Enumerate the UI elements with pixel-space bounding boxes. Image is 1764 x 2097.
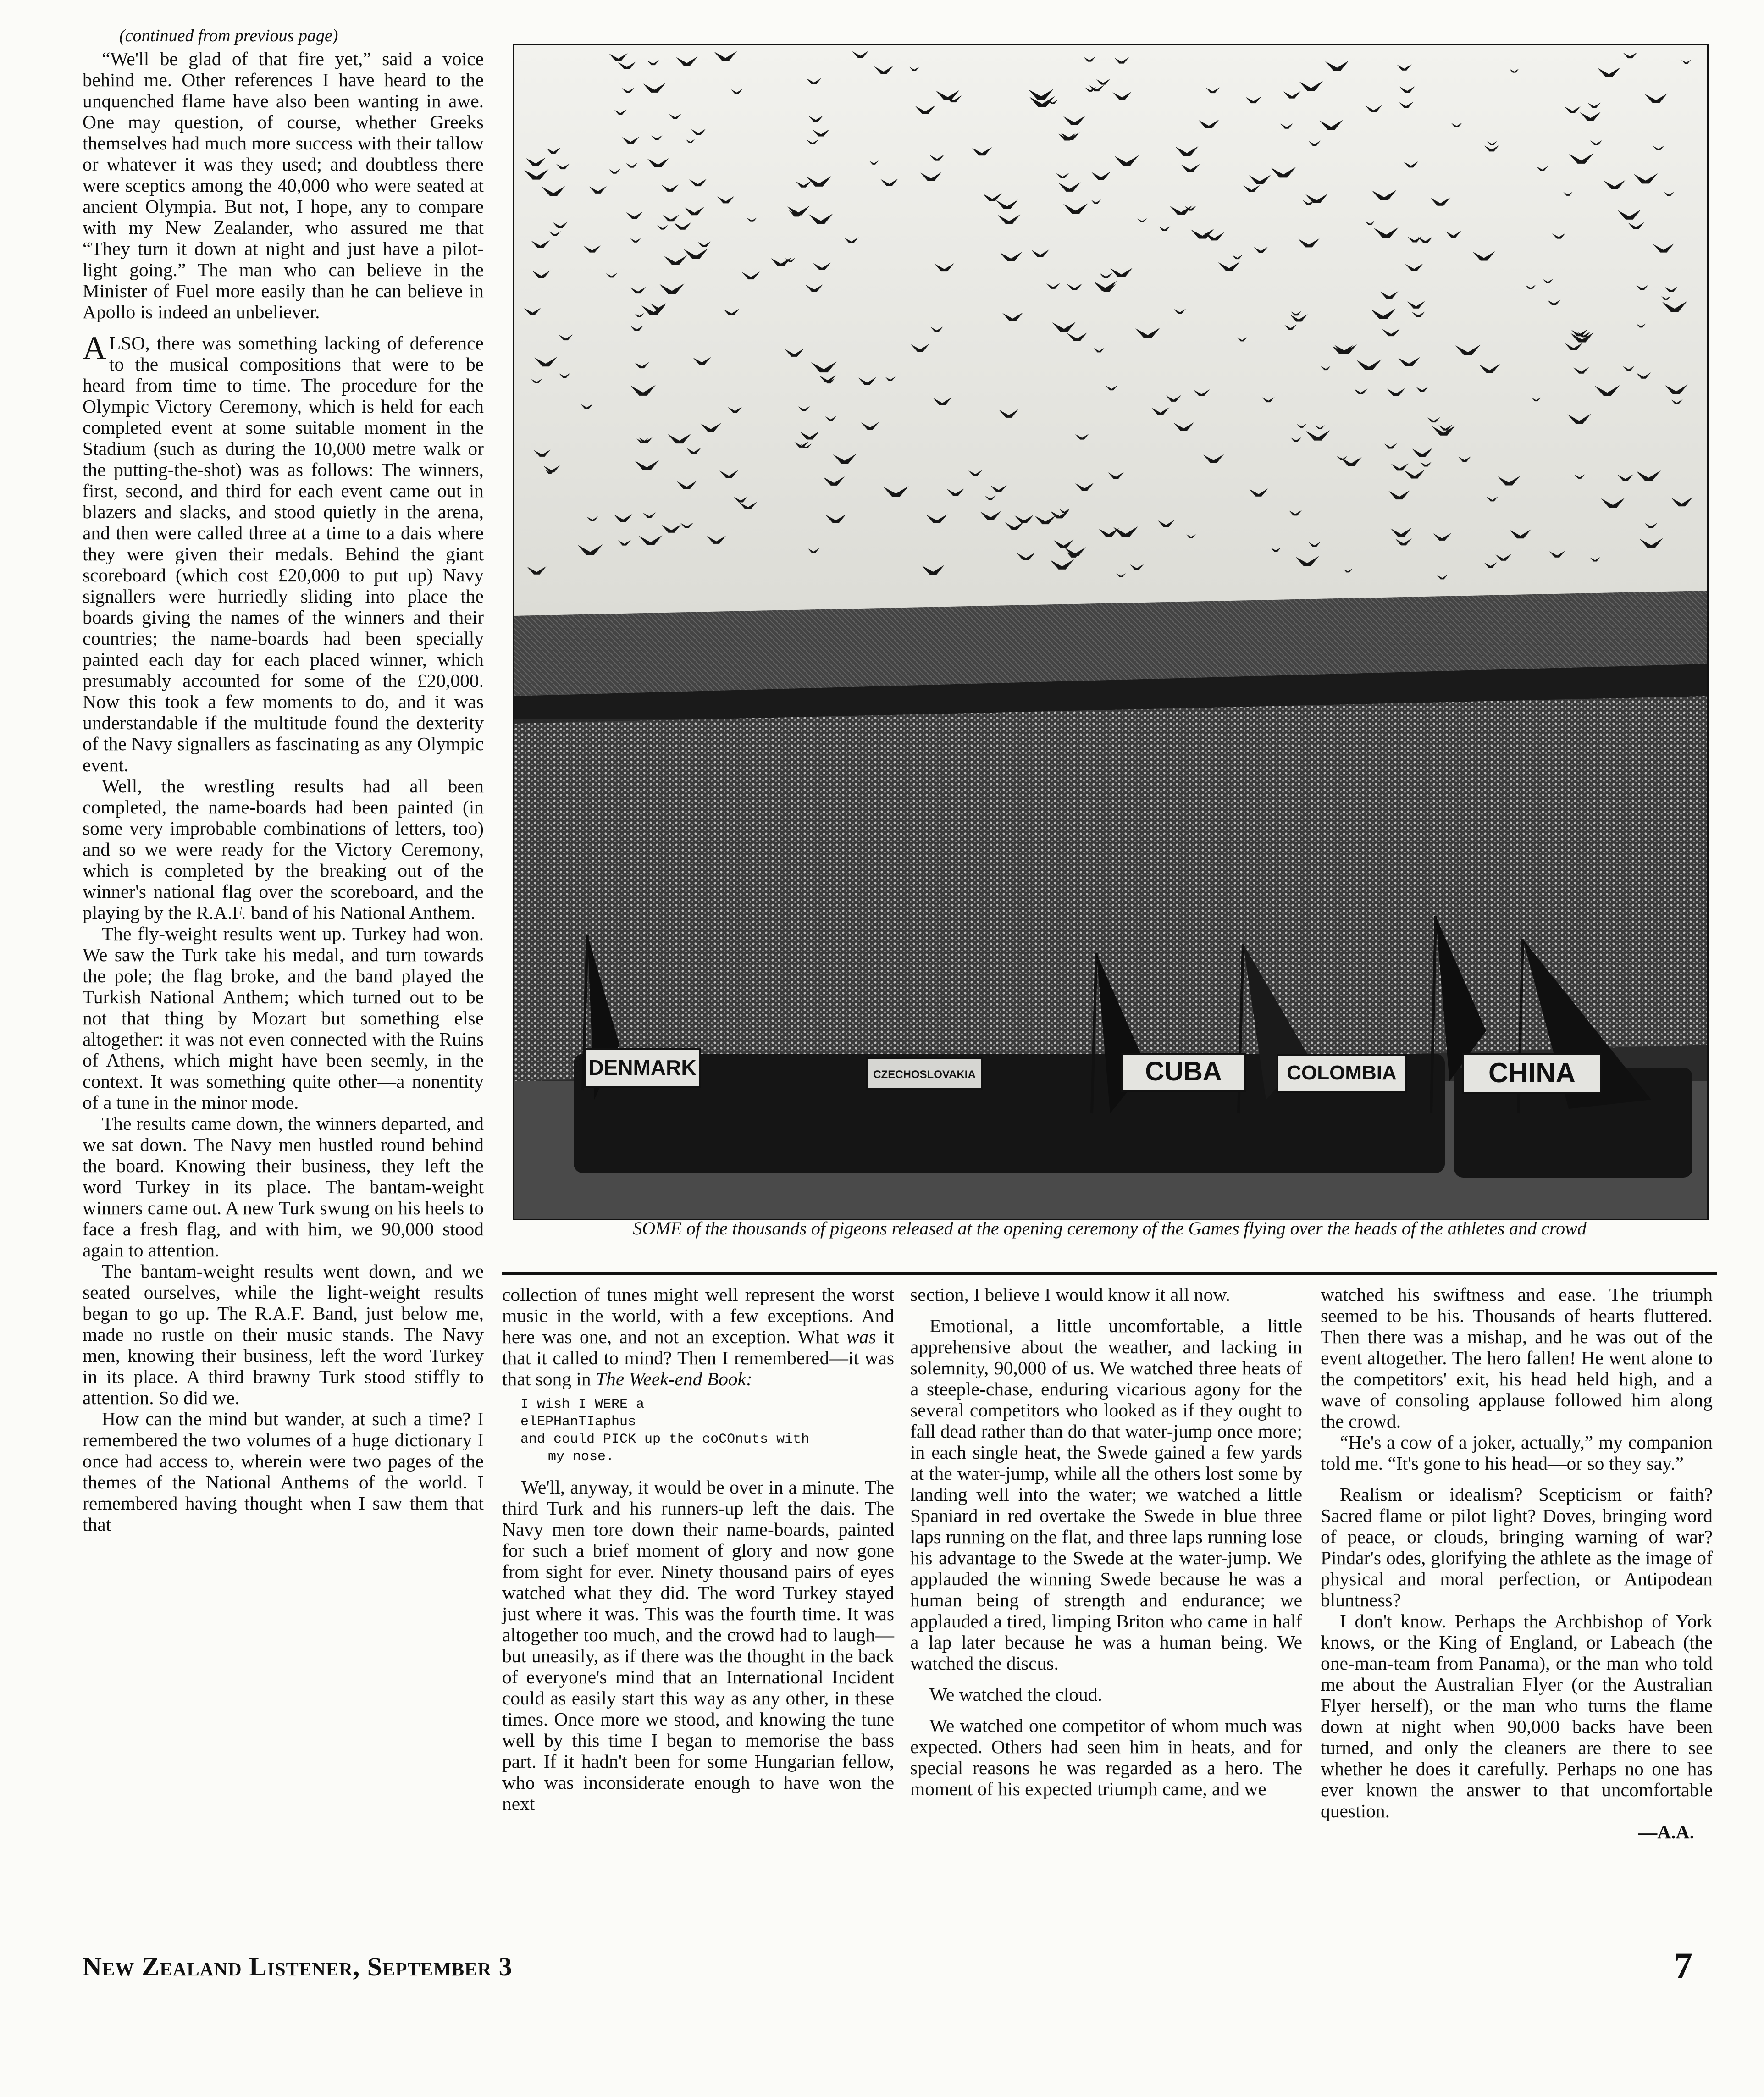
paragraph: section, I believe I would know it all now. — [910, 1284, 1231, 1305]
paragraph: collection of tunes might well represent the worst music in the world, with a few exceptions. And here was one, and not an exception. What was it that it called to mind? Then I remembered—it was that song in The Week-end Book: — [502, 1284, 894, 1389]
paragraph: watched his swiftness and ease. The triumph seemed to be his. Thousands of hearts fluttered. Then there was a mishap, and he was out of the event altogether. The hero fallen! He went alone to the competitors' exit, his head held high, and a wave of consoling applause followed him along the crowd. — [1321, 1284, 1713, 1432]
verse-line: I wish I WERE a — [520, 1397, 645, 1412]
verse-line: my nose. — [548, 1449, 614, 1465]
paragraph: Realism or idealism? Scepticism or faith? Sacred flame or pilot light? Doves, bringing word of peace, or clouds, bringing warning of war? Pindar's odes, glorifying the athlete as the image of physical and moral perfection, or Antipodean bluntness? — [1321, 1484, 1713, 1610]
photo-caption: SOME of the thousands of pigeons released at the opening ceremony of the Games flying over the heads of the athletes and crowd — [633, 1218, 1587, 1239]
paragraph: The results came down, the winners departed, and we sat down. The Navy men hustled round behind the board. Knowing their business, they left the word Turkey in its place. The bantam-weight winners came out. A new Turk swung on his heels to face a fresh flag, and with him, we 90,000 stood again to attention. — [83, 1113, 484, 1261]
paragraph: Emotional, a little uncomfortable, a little apprehensive about the weather, and lacking in solemnity, 90,000 of us. We watched three heats of a steeple-chase, enduring vicarious agony for the several competitors who looked as if they ought to fall dead rather than do that water-jump once more; in each single heat, the Swede gained a few yards at the water-jump, while all the others lost some by landing well into the water; we watched a little Spaniard in red overtake the Swede in blue three laps running on the flat, and three laps running lose his advantage to the Swede at the water-jump. We applauded the winning Swede because he was a human being of strength and endurance; we applauded a tired, limping Briton who came in half a lap later because he was a human being. We watched the discus. — [910, 1315, 1302, 1674]
publication-footer: New Zealand Listener, September 3 — [83, 1952, 513, 1981]
song-verse — [520, 1396, 894, 1466]
verse-line: and could PICK up the coCOnuts with — [520, 1432, 810, 1447]
country-sign-label: CHINA — [1488, 1057, 1576, 1088]
page-number: 7 — [1674, 1945, 1692, 1986]
paragraph-dropcap: ALSO, there was something lacking of deference to the musical compositions that were to be heard from time to time. The procedure for the Olympic Victory Ceremony, which is held for each completed event at some suitable moment in the Stadium (such as during the 10,000 metre walk or the putting-the-shot) was as follows: The winners, first, second, and third for each event came out in blazers and slacks, and stood quietly in the arena, and then were called three at a time to a dais where they were given their medals. Behind the giant scoreboard (which cost £20,000 to put up) Navy signallers were hurriedly sliding into place the boards giving the names of the winners and their countries; the name-boards had been specially painted each day for each placed winner, which presumably accounted for some of the £20,000. Now this took a few moments to do, and it was understandable if the multitude found the dexterity of the Navy signallers as fascinating as any Olympic event. — [83, 330, 484, 775]
country-sign-label: DENMARK — [588, 1056, 697, 1079]
article-column-2 — [502, 1284, 894, 1814]
paragraph: We watched one competitor of whom much was expected. Others had seen him in heats, and for special reasons he was regarded as a hero. The moment of his expected triumph came, and we — [910, 1715, 1302, 1799]
paragraph: The fly-weight results went up. Turkey had won. We saw the Turk take his medal, and turn towards the pole; the flag broke, and the band played the Turkish National Anthem; which turned out to be not that thing by Mozart but something else altogether: it was not even connected with the Ruins of Athens, which might have been seemly, in the context. It was something quite other—a nonentity of a tune in the minor mode. — [83, 923, 484, 1113]
photo-illustration — [514, 45, 1707, 1219]
paragraph: I don't know. Perhaps the Archbishop of York knows, or the King of England, or Labeach (the one-man-team from Panama), or the man who told me about the Australian Flyer (or the Australian Flyer herself), or the man who turns the flame down at night when 90,000 backs have been turned, and only the cleaners are there to see whether he does it carefully. Perhaps no one has ever known the answer to that uncomfortable question. — [1321, 1610, 1713, 1821]
paragraph: We'll, anyway, it would be over in a minute. The third Turk and his runners-up left the dais. The Navy men tore down their name-boards, painted for such a brief moment of glory and now gone from sight for ever. Ninety thousand pairs of eyes watched what they did. The word Turkey stayed just where it was. This was the fourth time. It was altogether too much, and the crowd had to laugh—but uneasily, as if there was the thought in the back of everyone's mind that an International Incident could as easily start this way as any other, in these times. Once more we stood, and knowing the tune well by this time I began to memorise the bass part. If it hadn't been for some Hungarian fellow, who was inconsiderate enough to have won the next — [502, 1477, 894, 1814]
article-column-1 — [83, 25, 484, 1535]
drop-cap: A — [83, 330, 106, 366]
paragraph: We watched the cloud. — [929, 1684, 1102, 1705]
verse-line: elEPHanTIaphus — [520, 1414, 636, 1430]
paragraph: How can the mind but wander, at such a time? I remembered the two volumes of a huge dictionary I once had access to, wherein were two pages of the themes of the National Anthems of the world. I remembered having thought when I saw them that that — [83, 1408, 484, 1535]
country-sign-label: CUBA — [1145, 1057, 1222, 1086]
stadium-photo — [513, 44, 1709, 1220]
caption-divider — [502, 1272, 1717, 1275]
paragraph: “He's a cow of a joker, actually,” my companion told me. “It's gone to his head—or so they say.” — [1321, 1432, 1713, 1474]
country-sign-label: COLOMBIA — [1287, 1062, 1397, 1084]
paragraph: “We'll be glad of that fire yet,” said a voice behind me. Other references I have heard to the unquenched flame have also been wanting in awe. One may question, of course, whether Greeks themselves had much more success with their tallow or whatever it was they used; and doubtless there were sceptics among the 40,000 who were seated at ancient Olympia. But not, I hope, any to compare with my New Zealander, who assured me that “They turn it down at night and just have a pilot-light going.” The man who can believe in the Minister of Fuel more easily than he can believe in Apollo is indeed an unbeliever. — [83, 48, 484, 322]
article-column-4 — [1321, 1284, 1713, 1842]
article-column-3 — [910, 1284, 1302, 1799]
paragraph: Well, the wrestling results had all been completed, the name-boards had been painted (in some very improbable combinations of letters, too) and so we were ready for the Victory Ceremony, which is completed by the breaking out of the winner's national flag over the scoreboard, and the playing by the R.A.F. band of his National Anthem. — [83, 775, 484, 923]
continued-note: (continued from previous page) — [119, 26, 338, 45]
paragraph: The bantam-weight results went down, and we seated ourselves, while the light-weight results began to go up. The R.A.F. Band, just below me, made no rustle on their music stands. The Navy men, knowing their business, left the word Turkey in its place. A third brawny Turk stood stiffly to attention. So did we. — [83, 1261, 484, 1408]
author-signature: —A.A. — [1638, 1821, 1694, 1842]
country-sign-label: CZECHOSLOVAKIA — [873, 1068, 976, 1081]
